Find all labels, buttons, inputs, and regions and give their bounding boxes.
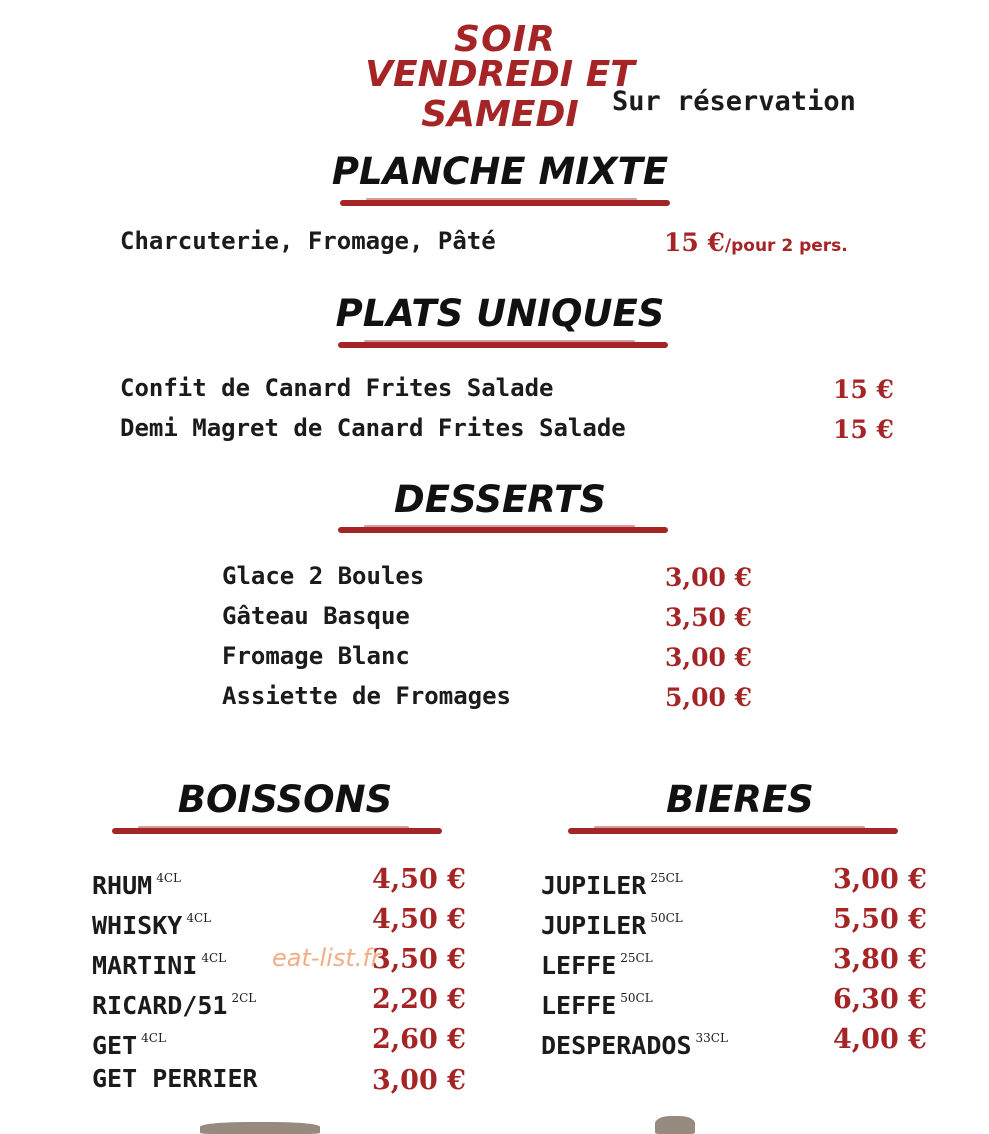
title-underline bbox=[112, 828, 442, 834]
drink-price: 2,60 € bbox=[372, 1024, 466, 1055]
item-price: 15 € bbox=[833, 375, 894, 404]
title-underline bbox=[340, 200, 670, 206]
menu-item: Confit de Canard Frites Salade bbox=[120, 374, 554, 402]
beer-item: DESPERADOS $^{33CL}$ bbox=[541, 1031, 728, 1060]
decorative-illustration bbox=[655, 1116, 695, 1134]
item-price-planche: 15 €/pour 2 pers. bbox=[664, 228, 848, 257]
header-days: VENDREDI ET SAMEDI bbox=[365, 54, 635, 135]
section-title-planche: PLANCHE MIXTE bbox=[331, 150, 669, 193]
beer-item: JUPILER $^{25CL}$ bbox=[541, 871, 683, 900]
drink-price: 4,50 € bbox=[372, 864, 466, 895]
menu-item: Demi Magret de Canard Frites Salade bbox=[120, 414, 626, 442]
item-price: 5,00 € bbox=[665, 683, 752, 712]
title-underline bbox=[338, 527, 668, 533]
beer-item: LEFFE $^{25CL}$ bbox=[541, 951, 653, 980]
item-price: 3,00 € bbox=[665, 563, 752, 592]
menu-item: Fromage Blanc bbox=[222, 642, 410, 670]
watermark: eat-list.fr bbox=[272, 944, 381, 972]
menu-item: Assiette de Fromages bbox=[222, 682, 511, 710]
menu-item-planche: Charcuterie, Fromage, Pâté bbox=[120, 227, 496, 255]
drink-item: MARTINI $^{4CL}$ bbox=[92, 951, 227, 980]
beer-price: 4,00 € bbox=[833, 1024, 927, 1055]
drink-item: WHISKY $^{4CL}$ bbox=[92, 911, 212, 940]
drink-price: 3,50 € bbox=[372, 944, 466, 975]
drink-price: 4,50 € bbox=[372, 904, 466, 935]
beer-price: 5,50 € bbox=[833, 904, 927, 935]
item-price: 15 € bbox=[833, 415, 894, 444]
beer-item: JUPILER $^{50CL}$ bbox=[541, 911, 683, 940]
section-title-desserts: DESSERTS bbox=[394, 478, 606, 521]
drink-item: GET PERRIER bbox=[92, 1064, 258, 1093]
reservation-note: Sur réservation bbox=[612, 86, 856, 117]
section-title-bieres: BIERES bbox=[666, 778, 814, 821]
title-underline bbox=[568, 828, 898, 834]
item-price: 3,00 € bbox=[665, 643, 752, 672]
header-soir: SOIR bbox=[454, 19, 556, 60]
beer-price: 3,00 € bbox=[833, 864, 927, 895]
beer-price: 6,30 € bbox=[833, 984, 927, 1015]
drink-item: RICARD/51 $^{2CL}$ bbox=[92, 991, 257, 1020]
section-title-plats: PLATS UNIQUES bbox=[335, 292, 665, 335]
beer-item: LEFFE $^{50CL}$ bbox=[541, 991, 653, 1020]
menu-item: Glace 2 Boules bbox=[222, 562, 425, 590]
menu-item: Gâteau Basque bbox=[222, 602, 410, 630]
drink-price: 2,20 € bbox=[372, 984, 466, 1015]
item-price: 3,50 € bbox=[665, 603, 752, 632]
decorative-illustration bbox=[200, 1122, 320, 1134]
drink-item: RHUM $^{4CL}$ bbox=[92, 871, 182, 900]
drink-price: 3,00 € bbox=[372, 1065, 466, 1096]
section-title-boissons: BOISSONS bbox=[177, 778, 393, 821]
drink-item: GET $^{4CL}$ bbox=[92, 1031, 166, 1060]
beer-price: 3,80 € bbox=[833, 944, 927, 975]
title-underline bbox=[338, 342, 668, 348]
